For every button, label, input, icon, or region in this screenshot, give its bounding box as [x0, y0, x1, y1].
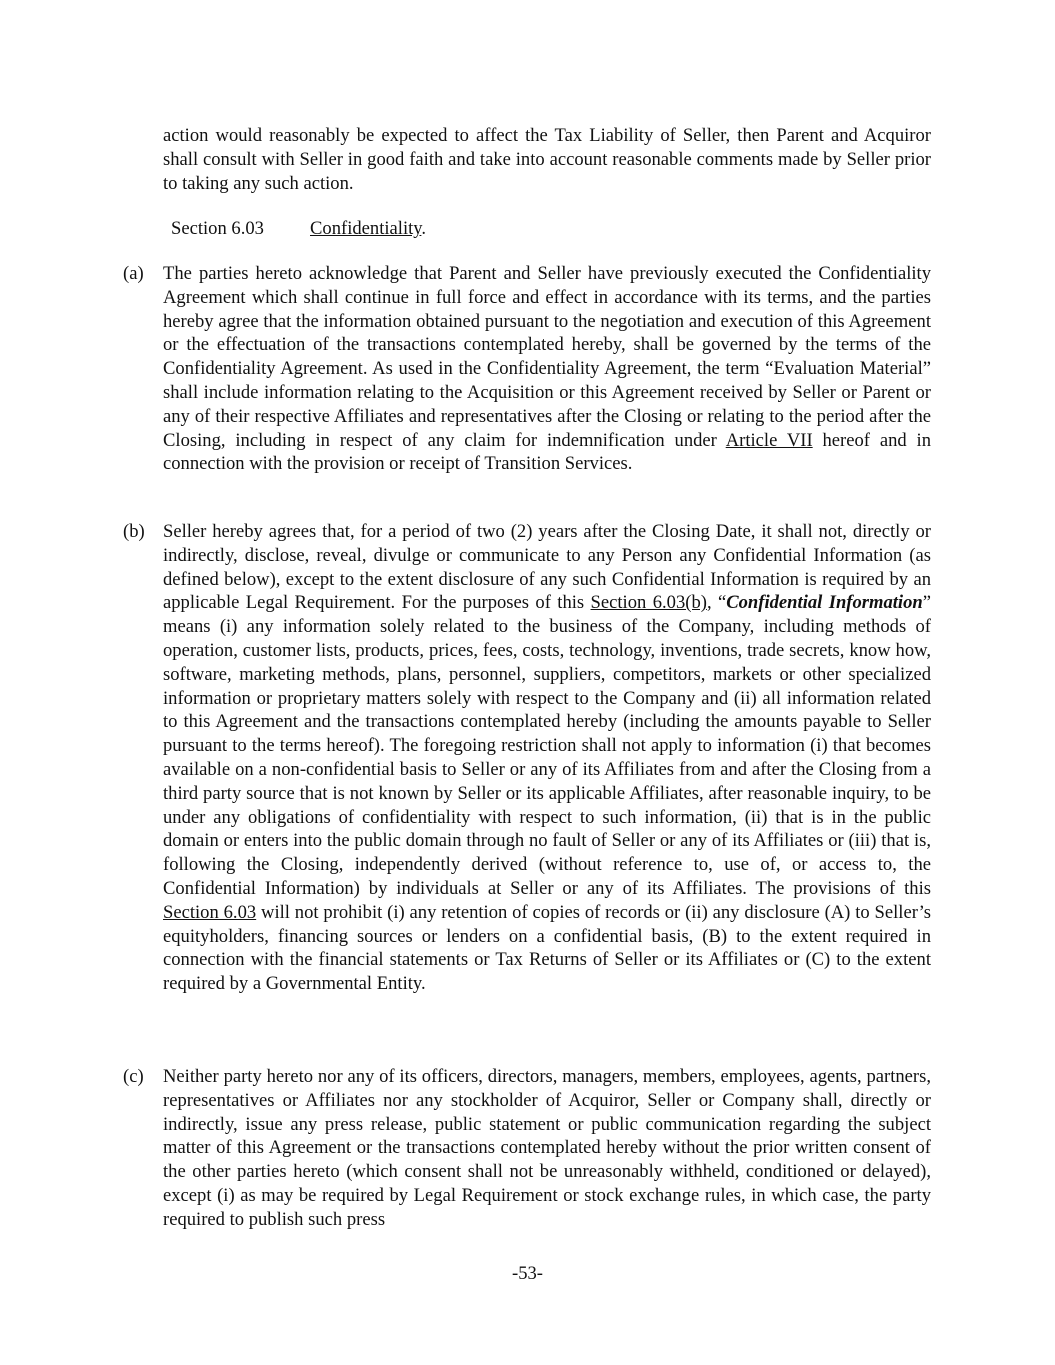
section-title: Confidentiality: [310, 218, 422, 239]
section-6-03-reference: Section 6.03: [163, 901, 257, 923]
clause-a-body: [163, 262, 931, 476]
clause-c-text-1: Neither party hereto nor any of its officers, directors, managers, members, employees, agents, partners, representatives or Affiliates nor any stockholder of Acquiror, Seller or Company shall, directly or indirectly, issue any press release, public statement or public communication regarding the subject matter of this Agreement or the transactions contemplated hereby without the prior written consent of the other parties hereto (which consent shall not be unreasonably withheld, conditioned or delayed), except (i) as may be required by Legal Requirement or stock exchange rules, in which case, the party required to publish such press: [163, 1066, 931, 1230]
section-number: Section 6.03: [171, 218, 264, 239]
intro-paragraph: action would reasonably be expected to affect the Tax Liability of Seller, then Parent and Acquiror shall consult with Seller in good faith and take into account reasonable comments made by Seller prior to taking any such action.: [163, 125, 931, 194]
clause-c-body: [163, 1065, 931, 1232]
section-6-03-b-reference: Section 6.03(b): [590, 592, 707, 614]
clause-a-label: (a): [123, 263, 144, 284]
clause-b-text-4: will not prohibit (i) any retention of copies of records or (ii) any disclosure (A) to Seller’s equityholders, financing sources or lenders on a confidential basis, (B) to the extent required in connection with the financial statements or Tax Returns of Seller or its Affiliates or (C) to the extent required by a Governmental Entity.: [163, 901, 931, 995]
clause-b-label: (b): [123, 521, 145, 542]
clause-b-text-3: ” means (i) any information solely related to the business of the Company, including methods of operation, customer lists, products, prices, fees, costs, technology, inventions, trade secrets, know how, software, marketing methods, plans, personnel, suppliers, competitors, markets or other specialized information or proprietary matters solely with respect to the Company and (ii) all information related to this Agreement and the transactions contemplated hereby (including the amounts payable to Seller pursuant to the terms hereof). The foregoing restriction shall not apply to information (i) that becomes available on a non-confidential basis to Seller or any of its Affiliates from and after the Closing from a third party source that is not known by Seller or its applicable Affiliates, after reasonable inquiry, to be under any obligations of confidentiality with respect to such information, (ii) that is in the public domain or enters into the public domain through no fault of Seller or any of its Affiliates or (iii) that is, following the Closing, independently derived (without reference to, use of, or access to, the Confidential Information) by individuals at Seller or any of its Affiliates. The provisions of this: [163, 592, 932, 899]
clause-b-text-2: , “: [706, 592, 727, 614]
clause-b-body: [163, 520, 931, 996]
page-number: -53-: [512, 1263, 543, 1284]
clause-c-label: (c): [123, 1066, 144, 1087]
section-title-period: .: [421, 218, 427, 239]
clause-a-text-1: The parties hereto acknowledge that Parent and Seller have previously executed the Confidentiality Agreement which shall continue in full force and effect in accordance with its terms, and the parties hereby agree that the information obtained pursuant to the negotiation and execution of this Agreement or the effectuation of the transactions contemplated hereby, shall be governed by the terms of the Confidentiality Agreement. As used in the Confidentiality Agreement, the term “Evaluation Material” shall include information relating to the Acquisition or this Agreement received by Seller or Parent or any of their respective Affiliates and representatives after the Closing or relating to the period after the Closing, including in respect of any claim for indemnification under: [163, 263, 931, 451]
clause-a-text-2: hereof and in connection with the provision or receipt of Transition Services.: [163, 429, 931, 475]
clause-b-text-1: Seller hereby agrees that, for a period of two (2) years after the Closing Date, it shall not, directly or indirectly, disclose, reveal, divulge or communicate to any Person any Confidential Information (as defined below), except to the extent disclosure of any such Confidential Information is required by an applicable Legal Requirement. For the purposes of this: [163, 521, 931, 614]
clause-c: [123, 1065, 931, 1232]
defined-term-confidential-information: Confidential Information: [726, 592, 923, 614]
section-heading: [171, 217, 426, 241]
clause-a: [123, 262, 931, 476]
clause-b: [123, 520, 931, 996]
article-vii-reference: Article VII: [725, 429, 813, 451]
